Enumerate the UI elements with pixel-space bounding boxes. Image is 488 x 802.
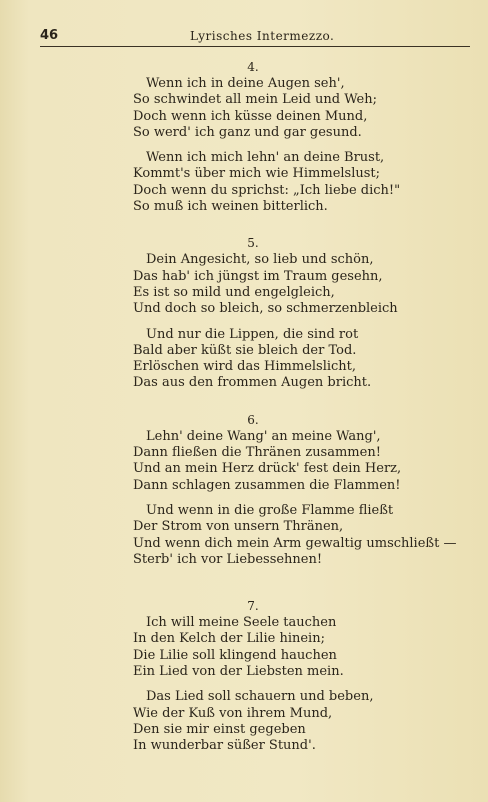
verse-line: Den sie mir einst gegeben	[133, 721, 306, 737]
stanza	[0, 503, 488, 568]
stanza	[0, 429, 488, 494]
verse-line: Und wenn in die große Flamme fließt	[146, 502, 394, 518]
poem-number: 4.	[247, 60, 259, 74]
verse-line: In den Kelch der Lilie hinein;	[133, 631, 325, 647]
verse-line: Und nur die Lippen, die sind rot	[146, 326, 359, 342]
stanza	[0, 689, 488, 754]
verse-line: Doch wenn ich küsse deinen Mund,	[133, 108, 368, 124]
verse-line: Und an mein Herz drück' fest dein Herz,	[133, 461, 402, 477]
verse-line: Das Lied soll schauern und beben,	[146, 689, 374, 705]
verse-line: Und doch so bleich, so schmerzenbleich	[133, 301, 398, 317]
verse-line: In wunderbar süßer Stund'.	[133, 738, 316, 754]
verse-line: Die Lilie soll klingend hauchen	[133, 647, 337, 663]
stanza	[0, 327, 488, 392]
page-number: 46	[40, 28, 59, 43]
header-rule	[40, 46, 470, 47]
verse-line: Sterb' ich vor Liebessehnen!	[133, 551, 323, 567]
poem-number: 6.	[247, 412, 259, 427]
verse-line: Das aus den frommen Augen bricht.	[133, 375, 372, 391]
page-content	[0, 58, 488, 764]
stanza	[0, 615, 488, 680]
verse-line: So werd' ich ganz und gar gesund.	[133, 124, 362, 140]
poem-number: 7.	[247, 599, 259, 614]
verse-line: So muß ich weinen bitterlich.	[133, 199, 328, 215]
verse-line: Kommt's über mich wie Himmelslust;	[133, 166, 381, 182]
verse-line: Der Strom von unsern Thränen,	[133, 519, 344, 535]
poem-7	[0, 597, 488, 754]
verse-line: Lehn' deine Wang' an meine Wang',	[146, 428, 381, 444]
running-title: Lyrisches Intermezzo.	[190, 29, 335, 43]
verse-line: Wenn ich in deine Augen seh',	[146, 76, 345, 91]
verse-line: Doch wenn du sprichst: „Ich liebe dich!"	[133, 182, 401, 198]
verse-line: Dein Angesicht, so lieb und schön,	[146, 252, 374, 268]
poem-number: 5.	[247, 236, 259, 251]
verse-line: Dann schlagen zusammen die Flammen!	[133, 477, 401, 493]
verse-line: Und wenn dich mein Arm gewaltig umschließt —	[133, 535, 457, 551]
poem-6	[0, 411, 488, 568]
verse-line: Wie der Kuß von ihrem Mund,	[133, 705, 333, 721]
verse-line: So schwindet all mein Leid und Weh;	[133, 92, 377, 108]
verse-line: Ich will meine Seele tauchen	[146, 615, 337, 631]
stanza	[0, 252, 488, 317]
stanza	[0, 76, 488, 141]
verse-line: Dann fließen die Thränen zusammen!	[133, 445, 381, 461]
verse-line: Wenn ich mich lehn' an deine Brust,	[146, 150, 385, 166]
verse-line: Das hab' ich jüngst im Traum gesehn,	[133, 268, 383, 284]
verse-line: Erlöschen wird das Himmelslicht,	[133, 359, 357, 375]
verse-line: Es ist so mild und engelgleich,	[133, 284, 335, 300]
page-header	[40, 26, 468, 48]
stanza	[0, 150, 488, 215]
verse-line: Bald aber küßt sie bleich der Tod.	[133, 342, 357, 358]
poem-5	[0, 234, 488, 391]
verse-line: Ein Lied von der Liebsten mein.	[133, 664, 344, 680]
poem-4	[0, 58, 488, 215]
